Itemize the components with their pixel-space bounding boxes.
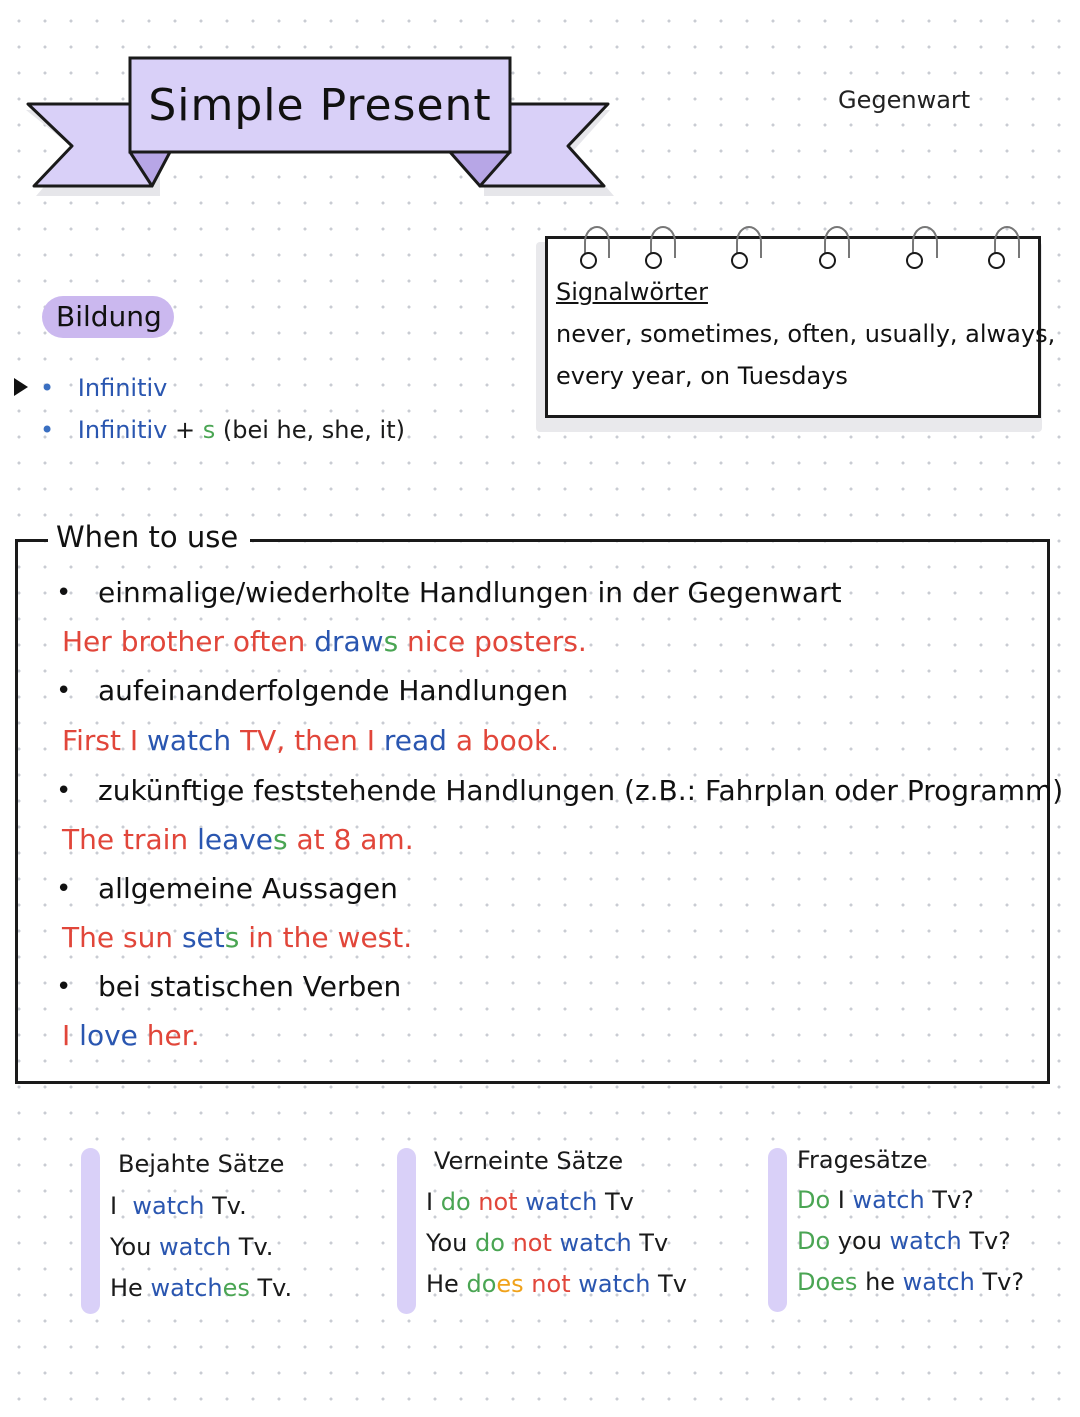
notepad-ring-icon [645,252,662,269]
text-segment: He [110,1274,151,1302]
column-accent-bar [768,1148,787,1312]
signal-title: Signalwörter [556,278,708,306]
text-segment: Tv. [204,1192,247,1220]
play-arrow-icon [14,378,28,396]
text-segment: s [202,416,216,444]
text-segment: he [857,1268,903,1296]
sentence-example [797,1268,1024,1296]
bildung-rule [40,374,167,402]
sentence-example [110,1233,273,1261]
bildung-heading: Bildung [56,300,162,333]
text-segment: watch [852,1186,925,1214]
text-segment: watch [159,1233,232,1261]
bullet-icon: • [56,874,72,904]
text-segment: Tv [597,1188,634,1216]
text-segment: in the west. [239,921,413,954]
usage-example [62,724,559,757]
bullet-icon: • [56,676,72,706]
text-segment: First I [62,724,147,757]
text-segment: + [167,416,203,444]
text-segment: You [110,1233,159,1261]
text-segment: You [426,1229,475,1257]
sentence-example [110,1274,292,1302]
text-segment: her. [137,1019,200,1052]
text-segment: s [273,823,288,856]
text-segment: Tv. [249,1274,293,1302]
text-segment: not [531,1270,571,1298]
text-segment: He [426,1270,467,1298]
text-segment: nice posters. [398,625,587,658]
bildung-rule-text [78,374,168,402]
usage-rule: zukünftige feststehende Handlungen (z.B.: Fahrplan oder Programm) [98,774,1064,807]
text-segment: draw [314,625,384,658]
sentence-example [797,1227,1011,1255]
usage-example [62,921,412,954]
bildung-rule-text [78,416,405,444]
text-segment: I [426,1188,441,1216]
text-segment: at 8 am. [287,823,414,856]
text-segment: you [830,1227,890,1255]
text-segment: Tv? [961,1227,1011,1255]
text-segment: love [79,1019,138,1052]
sentence-example [110,1192,247,1220]
when-to-use-heading: When to use [48,520,250,554]
text-segment: watch [559,1229,632,1257]
text-segment: do [440,1188,471,1216]
text-segment: leave [197,823,274,856]
usage-example [62,823,414,856]
usage-example [62,1019,200,1052]
text-segment: Do [797,1227,831,1255]
column-accent-bar [81,1148,100,1314]
text-segment: Tv. [231,1233,274,1261]
notepad-ring-icon [906,252,923,269]
signal-words-line: every year, on Tuesdays [556,362,848,390]
text-segment: I [62,1019,80,1052]
usage-rule: aufeinanderfolgende Handlungen [98,674,569,707]
text-segment: Tv? [924,1186,974,1214]
text-segment: read [383,724,447,757]
text-segment: do [475,1229,505,1257]
page-subtitle: Gegenwart [838,86,971,114]
text-segment: The train [62,823,198,856]
column-accent-bar [397,1148,416,1314]
usage-rule: allgemeine Aussagen [98,872,398,905]
usage-rule: einmalige/wiederholte Handlungen in der Gegenwart [98,576,842,609]
text-segment: watch [525,1188,598,1216]
text-segment: watch [902,1268,975,1296]
bildung-rule [40,416,405,444]
text-segment: TV, then I [231,724,384,757]
notepad-ring-icon [819,252,836,269]
text-segment: Infinitiv [77,416,168,444]
page-title: Simple Present [148,79,492,131]
text-segment: a book. [446,724,560,757]
text-segment: Her brother often [62,625,315,658]
text-segment: Do [797,1186,831,1214]
text-segment: not [478,1188,518,1216]
text-segment: not [512,1229,552,1257]
bullet-icon: • [56,578,72,608]
text-segment: s [224,921,240,954]
bullet-icon: • [40,374,55,402]
usage-rule: bei statischen Verben [98,970,402,1003]
text-segment: (bei he, she, it) [215,416,405,444]
signal-words-line: never, sometimes, often, usually, always, [556,320,1056,348]
notepad-ring-icon [988,252,1005,269]
sentence-example [426,1188,634,1216]
text-segment: Does [797,1268,858,1296]
notepad-ring-icon [580,252,597,269]
sentence-example [797,1186,974,1214]
bullet-icon: • [56,776,72,806]
text-segment: watch [132,1192,205,1220]
text-segment [505,1229,513,1257]
text-segment: watch [889,1227,962,1255]
sentence-example [426,1229,668,1257]
text-segment: watch [150,1274,223,1302]
text-segment: watch [146,724,232,757]
column-heading: Bejahte Sätze [118,1150,285,1178]
text-segment: watch [578,1270,651,1298]
text-segment: Tv [631,1229,669,1257]
text-segment: do [466,1270,497,1298]
usage-example [62,625,587,658]
text-segment: Tv? [974,1268,1025,1296]
bullet-icon: • [40,416,55,444]
text-segment: es [496,1270,524,1298]
text-segment [552,1229,560,1257]
sentence-example [426,1270,687,1298]
column-heading: Verneinte Sätze [434,1147,624,1175]
text-segment: I [830,1186,853,1214]
text-segment: set [181,921,225,954]
text-segment: The sun [62,921,182,954]
text-segment: I [110,1192,133,1220]
text-segment: Tv [650,1270,687,1298]
notepad-ring-icon [731,252,748,269]
bullet-icon: • [56,972,72,1002]
text-segment: es [222,1274,250,1302]
column-heading: Fragesätze [797,1146,928,1174]
text-segment: Infinitiv [77,374,168,402]
text-segment: s [383,625,399,658]
